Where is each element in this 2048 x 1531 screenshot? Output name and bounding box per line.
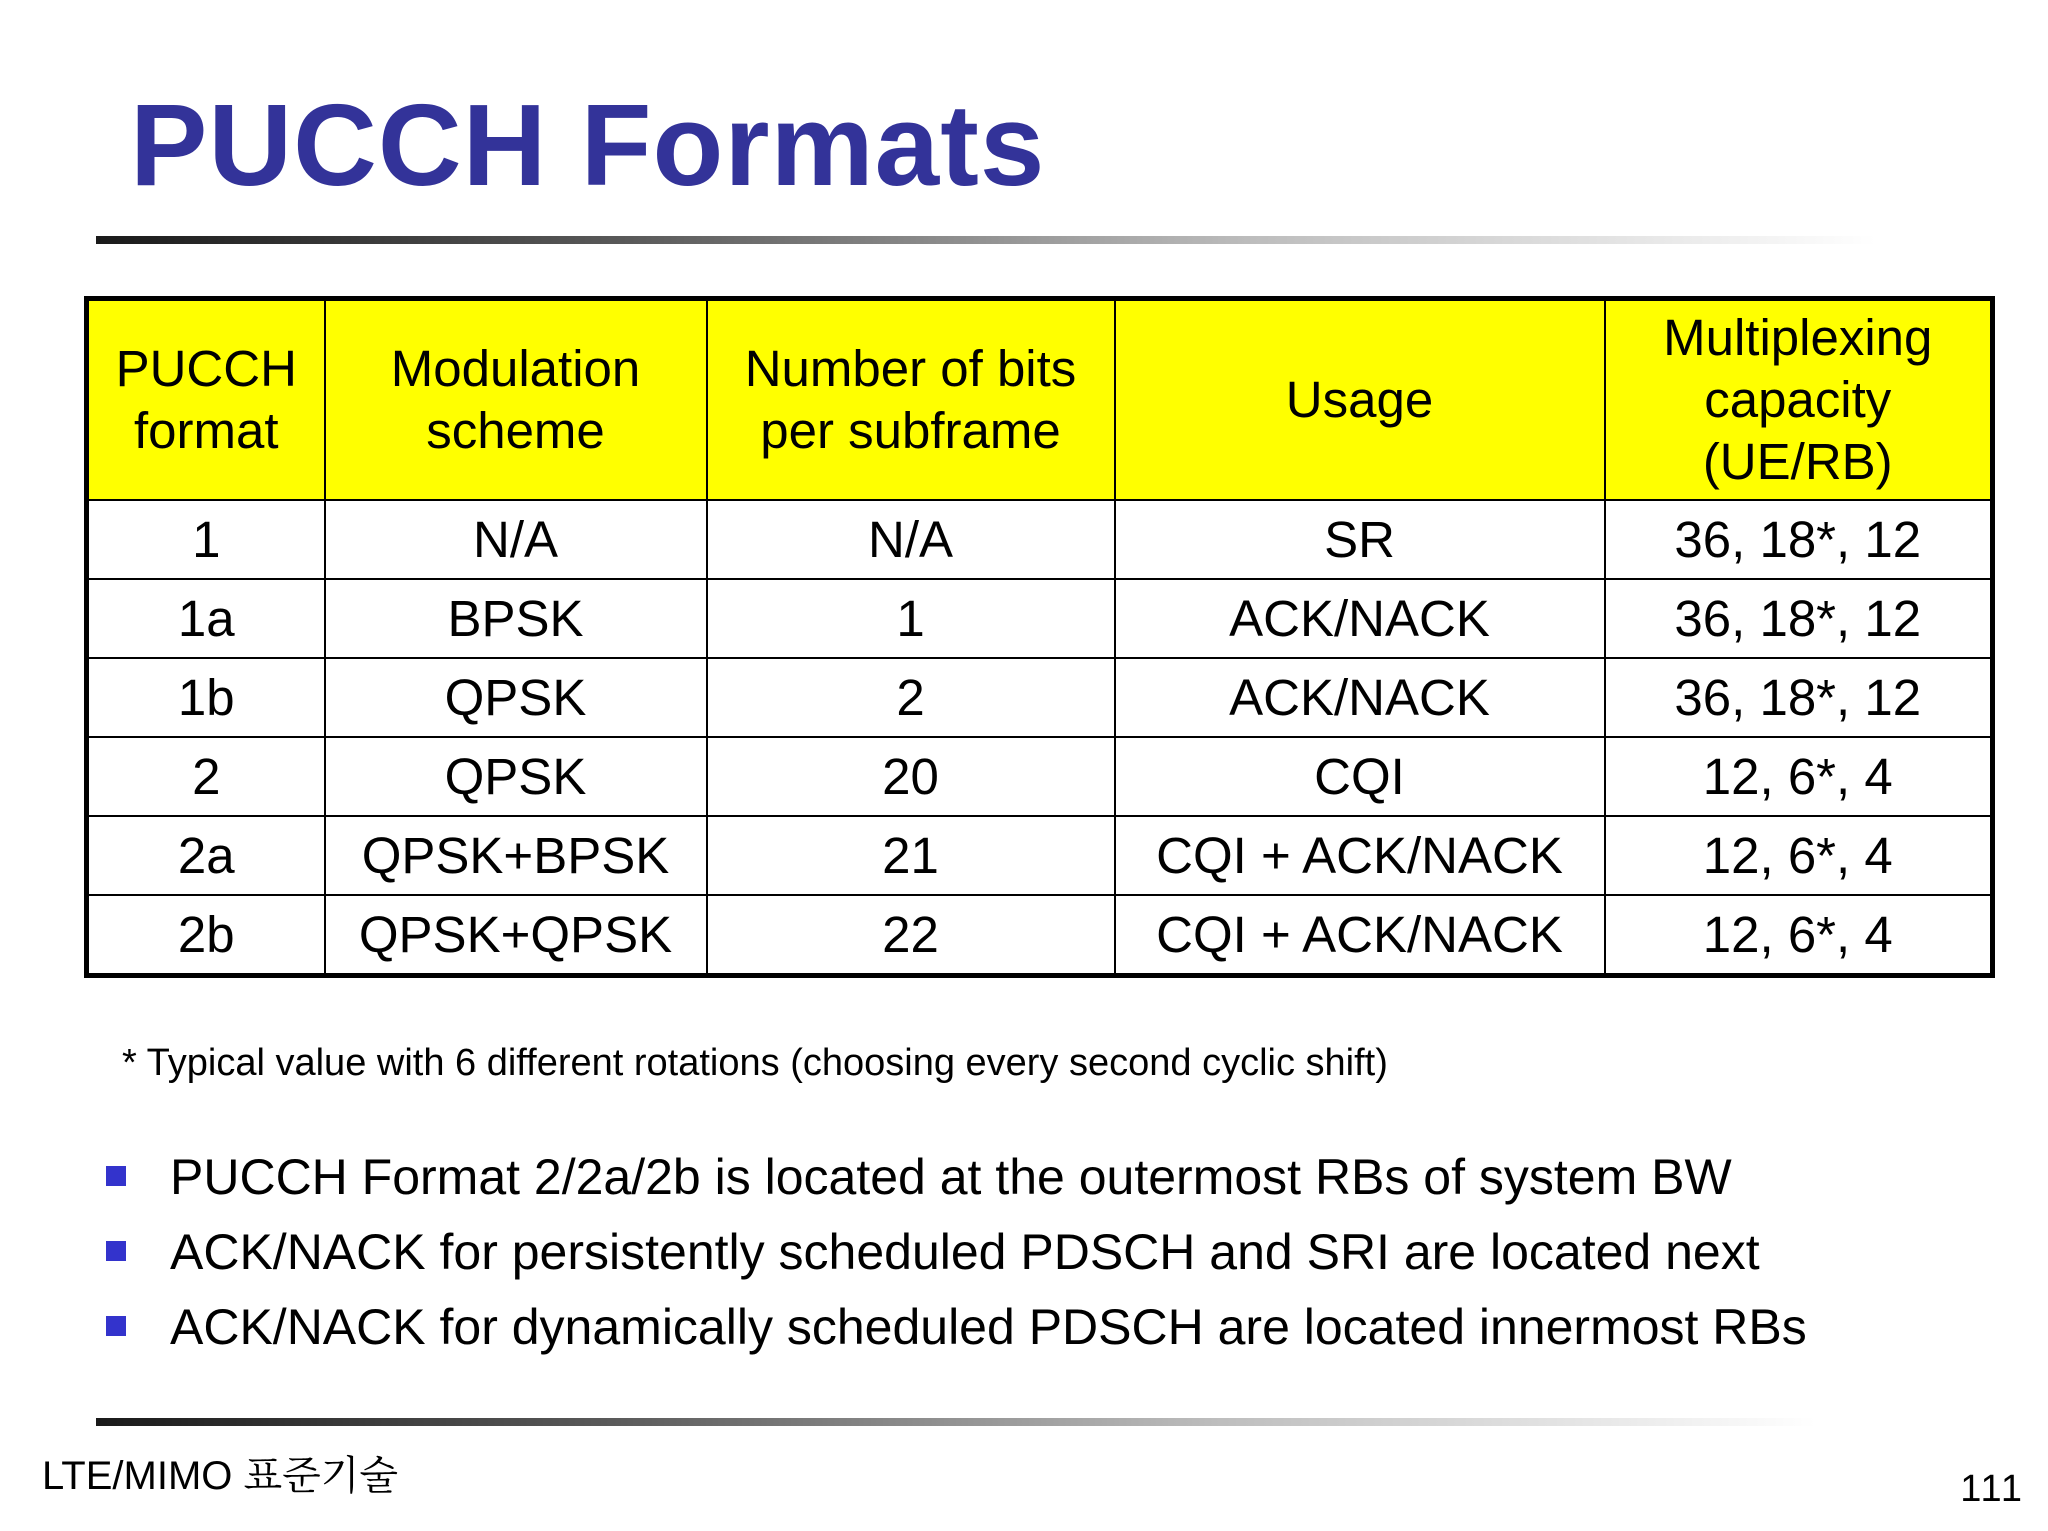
- bullet-text: ACK/NACK for dynamically scheduled PDSCH are located innermost RBs: [170, 1299, 1807, 1355]
- slide-title: PUCCH Formats: [130, 80, 1046, 210]
- cell-capacity: 12, 6*, 4: [1605, 816, 1993, 895]
- cell-bits: 21: [707, 816, 1115, 895]
- bullet-list: [104, 1140, 1807, 1365]
- cell-usage: CQI + ACK/NACK: [1115, 816, 1605, 895]
- cell-capacity: 36, 18*, 12: [1605, 658, 1993, 737]
- header-modulation-scheme: Modulation scheme: [325, 299, 707, 501]
- cell-bits: 20: [707, 737, 1115, 816]
- table-row: [87, 658, 1993, 737]
- cell-format: 1: [87, 500, 325, 579]
- table-row: [87, 737, 1993, 816]
- footer-course-title: LTE/MIMO 표준기술: [42, 1454, 399, 1498]
- table-header-row: [87, 299, 1993, 501]
- cell-bits: N/A: [707, 500, 1115, 579]
- cell-usage: CQI: [1115, 737, 1605, 816]
- square-bullet-icon: [106, 1166, 126, 1186]
- cell-capacity: 36, 18*, 12: [1605, 500, 1993, 579]
- square-bullet-icon: [106, 1316, 126, 1336]
- header-bits-per-subframe: Number of bits per subframe: [707, 299, 1115, 501]
- cell-modulation: QPSK: [325, 737, 707, 816]
- title-divider: [96, 236, 1876, 244]
- header-pucch-format: PUCCH format: [87, 299, 325, 501]
- cell-bits: 2: [707, 658, 1115, 737]
- cell-capacity: 12, 6*, 4: [1605, 895, 1993, 976]
- table-row: [87, 816, 1993, 895]
- cell-bits: 22: [707, 895, 1115, 976]
- cell-capacity: 12, 6*, 4: [1605, 737, 1993, 816]
- pucch-formats-table: [84, 296, 1995, 978]
- cell-usage: SR: [1115, 500, 1605, 579]
- cell-usage: ACK/NACK: [1115, 579, 1605, 658]
- cell-format: 2: [87, 737, 325, 816]
- bullet-item: [104, 1140, 1807, 1215]
- page-number: 111: [1960, 1468, 2024, 1510]
- table-footnote: * Typical value with 6 different rotations (choosing every second cyclic shift): [122, 1042, 1388, 1084]
- cell-format: 2a: [87, 816, 325, 895]
- cell-modulation: QPSK+BPSK: [325, 816, 707, 895]
- table-row: [87, 500, 1993, 579]
- cell-bits: 1: [707, 579, 1115, 658]
- header-usage: Usage: [1115, 299, 1605, 501]
- cell-format: 1a: [87, 579, 325, 658]
- cell-usage: CQI + ACK/NACK: [1115, 895, 1605, 976]
- bullet-text: ACK/NACK for persistently scheduled PDSCH and SRI are located next: [170, 1224, 1760, 1280]
- cell-modulation: QPSK: [325, 658, 707, 737]
- cell-modulation: N/A: [325, 500, 707, 579]
- square-bullet-icon: [106, 1241, 126, 1261]
- bullet-item: [104, 1215, 1807, 1290]
- cell-usage: ACK/NACK: [1115, 658, 1605, 737]
- footer-divider: [96, 1418, 1816, 1426]
- cell-capacity: 36, 18*, 12: [1605, 579, 1993, 658]
- cell-format: 2b: [87, 895, 325, 976]
- cell-modulation: QPSK+QPSK: [325, 895, 707, 976]
- bullet-text: PUCCH Format 2/2a/2b is located at the outermost RBs of system BW: [170, 1149, 1732, 1205]
- cell-format: 1b: [87, 658, 325, 737]
- table-row: [87, 895, 1993, 976]
- cell-modulation: BPSK: [325, 579, 707, 658]
- bullet-item: [104, 1290, 1807, 1365]
- table-row: [87, 579, 1993, 658]
- header-multiplexing-capacity: Multiplexing capacity (UE/RB): [1605, 299, 1993, 501]
